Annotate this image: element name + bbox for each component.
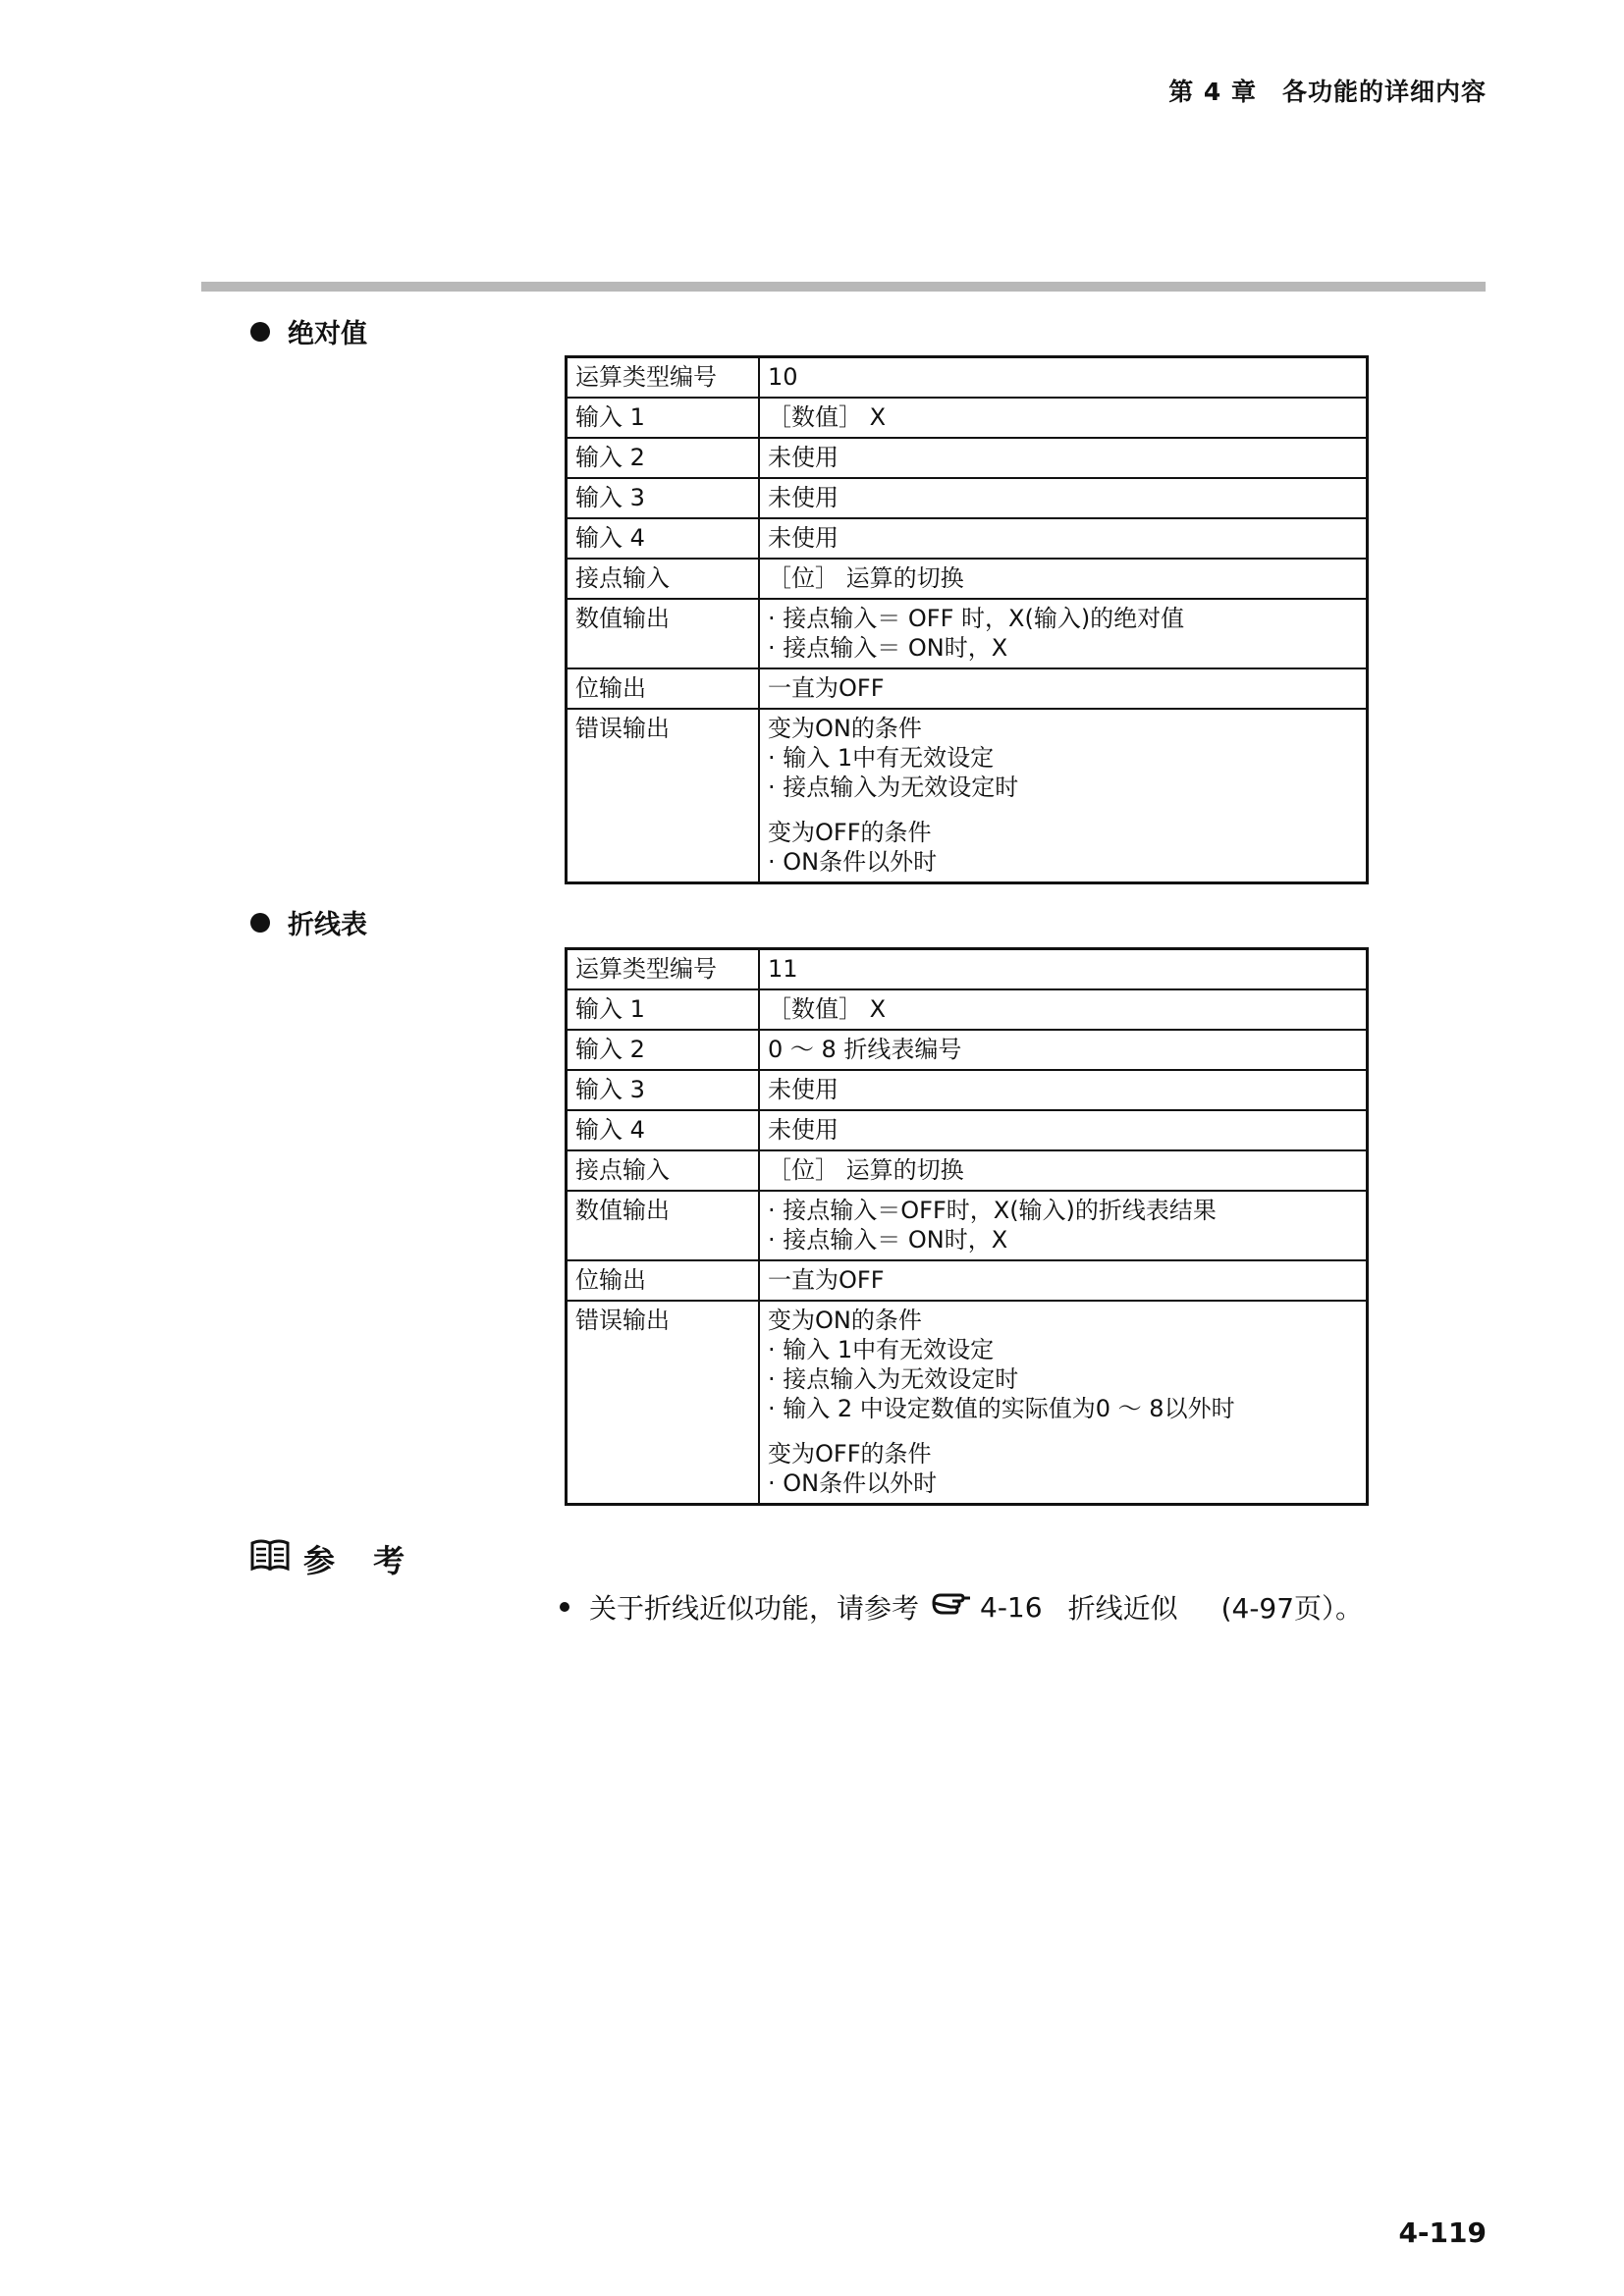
- reference-link-title[interactable]: 折线近似: [1067, 1592, 1178, 1625]
- table-row: [567, 478, 1368, 518]
- reference-link-id[interactable]: 4-16: [980, 1590, 1043, 1624]
- row-key: 运算类型编号: [567, 357, 760, 399]
- row-key: 输入 4: [567, 518, 760, 559]
- row-key: 输入 3: [567, 478, 760, 518]
- table-row: [567, 1030, 1368, 1070]
- row-value: 未使用: [759, 518, 1368, 559]
- pointing-hand-icon: [931, 1589, 972, 1626]
- row-value: 一直为OFF: [759, 668, 1368, 709]
- reference-line: [560, 1587, 1363, 1627]
- row-value: 10: [759, 357, 1368, 399]
- value-line: · 接点输入＝ OFF 时，X(输入)的绝对值: [768, 605, 1185, 632]
- table-row: [567, 709, 1368, 883]
- table-row: [567, 559, 1368, 599]
- value-line: · 接点输入＝ ON时，X: [768, 1226, 1008, 1254]
- bullet-dot-icon: [250, 913, 270, 933]
- table-row: [567, 518, 1368, 559]
- value-line: · 接点输入为无效设定时: [768, 1365, 1019, 1393]
- table-row: [567, 668, 1368, 709]
- row-key: 接点输入: [567, 559, 760, 599]
- section-title-text: 折线表: [288, 910, 367, 940]
- row-value: ［数值］ X: [759, 989, 1368, 1030]
- row-key: 错误输出: [567, 709, 760, 883]
- table-row: [567, 1191, 1368, 1260]
- table-row: [567, 1301, 1368, 1505]
- table-row: [567, 438, 1368, 478]
- value-line: · 输入 2 中设定数值的实际值为0 ～ 8以外时: [768, 1395, 1235, 1422]
- bullet-dot-icon: [560, 1602, 569, 1612]
- reference-title-text: 参 考: [303, 1542, 419, 1579]
- page-number: 4-119: [1398, 2216, 1487, 2249]
- row-key: 输入 4: [567, 1110, 760, 1150]
- value-line: · ON条件以外时: [768, 848, 938, 876]
- row-key: 输入 2: [567, 1030, 760, 1070]
- row-value: 未使用: [759, 1110, 1368, 1150]
- row-key: 位输出: [567, 1260, 760, 1301]
- row-key: 数值输出: [567, 1191, 760, 1260]
- value-line: 变为ON的条件: [768, 715, 922, 742]
- reference-page: (4-97页）。: [1220, 1592, 1364, 1625]
- table-row: [567, 357, 1368, 399]
- row-value: ［位］ 运算的切换: [759, 1150, 1368, 1191]
- header-rule: [201, 282, 1486, 292]
- line-gap: [768, 802, 1358, 818]
- value-line: 变为OFF的条件: [768, 819, 932, 846]
- table-row: [567, 398, 1368, 438]
- value-line: · 输入 1中有无效设定: [768, 1336, 995, 1363]
- row-key: 接点输入: [567, 1150, 760, 1191]
- value-line: · 输入 1中有无效设定: [768, 744, 995, 772]
- absolute-value-table: [565, 355, 1369, 884]
- row-key: 输入 2: [567, 438, 760, 478]
- row-value: [759, 1301, 1368, 1505]
- table-row: [567, 1150, 1368, 1191]
- section-title-text: 绝对值: [288, 319, 367, 349]
- row-value: 未使用: [759, 438, 1368, 478]
- value-line: · ON条件以外时: [768, 1469, 938, 1497]
- row-key: 运算类型编号: [567, 949, 760, 990]
- polyline-table: [565, 947, 1369, 1506]
- value-line: · 接点输入＝ ON时，X: [768, 634, 1008, 662]
- row-value: ［位］ 运算的切换: [759, 559, 1368, 599]
- row-key: 输入 1: [567, 989, 760, 1030]
- row-value: 11: [759, 949, 1368, 990]
- row-value: ［数值］ X: [759, 398, 1368, 438]
- row-key: 数值输出: [567, 599, 760, 668]
- table-row: [567, 949, 1368, 990]
- reference-title: [250, 1536, 418, 1581]
- table-row: [567, 1110, 1368, 1150]
- chapter-header: 第 4 章 各功能的详细内容: [1168, 78, 1487, 106]
- table-row: [567, 989, 1368, 1030]
- reference-text: 关于折线近似功能，请参考: [589, 1592, 920, 1625]
- row-value: 一直为OFF: [759, 1260, 1368, 1301]
- section-title-polyline: [250, 903, 367, 941]
- row-value: [759, 599, 1368, 668]
- value-line: 变为OFF的条件: [768, 1440, 932, 1468]
- value-line: · 接点输入＝OFF时，X(输入)的折线表结果: [768, 1197, 1217, 1224]
- row-key: 错误输出: [567, 1301, 760, 1505]
- value-line: 变为ON的条件: [768, 1307, 922, 1334]
- value-line: · 接点输入为无效设定时: [768, 774, 1019, 801]
- table-row: [567, 1070, 1368, 1110]
- book-icon: [250, 1537, 290, 1580]
- row-key: 输入 3: [567, 1070, 760, 1110]
- row-key: 位输出: [567, 668, 760, 709]
- section-title-absolute: [250, 312, 367, 350]
- row-value: [759, 1191, 1368, 1260]
- row-value: 0 ～ 8 折线表编号: [759, 1030, 1368, 1070]
- row-value: 未使用: [759, 1070, 1368, 1110]
- table-row: [567, 599, 1368, 668]
- row-key: 输入 1: [567, 398, 760, 438]
- bullet-dot-icon: [250, 322, 270, 342]
- line-gap: [768, 1423, 1358, 1439]
- row-value: [759, 709, 1368, 883]
- row-value: 未使用: [759, 478, 1368, 518]
- table-row: [567, 1260, 1368, 1301]
